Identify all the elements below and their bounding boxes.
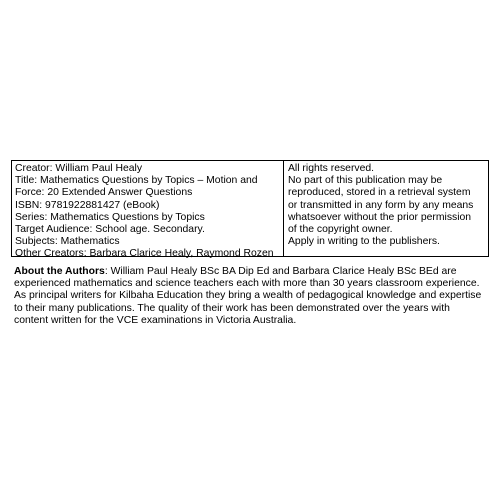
copyright-line-3: reproduced, stored in a retrieval system bbox=[288, 187, 471, 199]
copyright-notice-cell bbox=[284, 161, 488, 256]
copyright-line-4: or transmitted in any form by any means bbox=[288, 199, 474, 211]
authors-line-1-text: : William Paul Healy BSc BA Dip Ed and Barbara Clarice Healy BSc BEd are bbox=[104, 266, 457, 277]
authors-line-5: content written for the VCE examinations in Victoria Australia. bbox=[14, 314, 297, 326]
cataloguing-details-cell bbox=[12, 161, 284, 260]
audience-line: Target Audience: School age. Secondary. bbox=[15, 224, 205, 236]
title-line-2: Force: 20 Extended Answer Questions bbox=[15, 187, 193, 199]
series-line: Series: Mathematics Questions by Topics bbox=[15, 211, 205, 223]
creator-line: Creator: William Paul Healy bbox=[15, 163, 143, 174]
copyright-line-6: of the copyright owner. bbox=[288, 224, 393, 236]
cataloguing-table bbox=[11, 160, 489, 260]
other-creators-line: Other Creators: Barbara Clarice Healy, Raymond Rozen bbox=[15, 248, 274, 260]
copyright-line-1: All rights reserved. bbox=[288, 163, 375, 174]
subjects-line: Subjects: Mathematics bbox=[15, 236, 120, 248]
authors-line-2: experienced mathematics and science teachers each with more than 30 years classroom experience. bbox=[14, 278, 480, 290]
about-the-authors-paragraph bbox=[14, 266, 492, 327]
authors-line-3: As principal writers for Kilbaha Education they bring a wealth of pedagogical knowledge and expertise bbox=[14, 290, 482, 302]
isbn-line: ISBN: 9781922881427 (eBook) bbox=[15, 199, 160, 211]
authors-line-1 bbox=[14, 266, 492, 278]
title-line-1: Title: Mathematics Questions by Topics – Motion and bbox=[15, 175, 258, 187]
authors-line-4: to their many publications. The quality of their work has been demonstrated over the years with bbox=[14, 302, 450, 314]
copyright-line-5: whatsoever without the prior permission bbox=[288, 211, 472, 223]
authors-heading: About the Authors bbox=[14, 266, 105, 277]
copyright-line-2: No part of this publication may be bbox=[288, 175, 443, 187]
copyright-line-7: Apply in writing to the publishers. bbox=[288, 236, 440, 248]
